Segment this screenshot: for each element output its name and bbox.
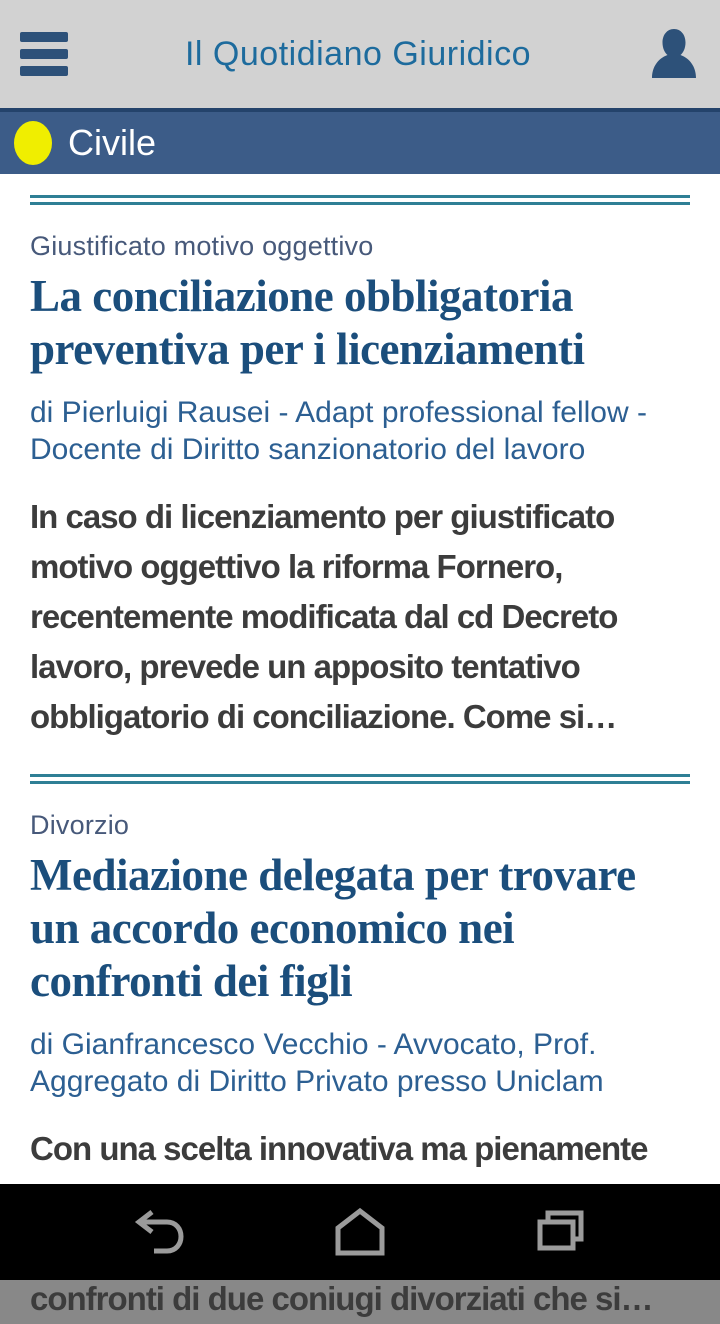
back-icon[interactable] [134, 1208, 186, 1256]
yellow-dot-icon [14, 121, 52, 165]
article-byline: di Gianfrancesco Vecchio - Avvocato, Prof. Aggregato di Diritto Privato presso Uniclam [30, 1028, 604, 1098]
article-separator [30, 195, 690, 205]
home-icon[interactable] [333, 1208, 387, 1256]
hamburger-bar [20, 49, 68, 59]
section-bar[interactable] [0, 108, 720, 174]
android-nav-bar [0, 1184, 720, 1280]
article-separator [30, 774, 690, 784]
app-title: Il Quotidiano Giuridico [184, 34, 531, 73]
article-excerpt: In caso di licenziamento per giustificato motivo oggettivo la riforma Fornero, recentemente modificata dal cd Decreto lavoro, prevede un apposito tentativo obbligatorio di conciliazione. Come si… [30, 498, 618, 735]
article-item[interactable] [30, 231, 690, 742]
hamburger-menu-icon[interactable] [20, 32, 68, 76]
article-excerpt: Con una scelta innovativa ma pienamente confronti di due coniugi divorziati che si… [30, 1130, 653, 1317]
hamburger-bar [20, 66, 68, 76]
section-label: Civile [68, 122, 157, 163]
article-list [0, 195, 720, 1317]
article-byline: di Pierluigi Rausei - Adapt professional fellow - Docente di Diritto sanzionatorio del lavoro [30, 396, 647, 466]
article-category: Divorzio [30, 810, 130, 840]
app-header [0, 0, 720, 108]
article-title: Mediazione delegata per trovare un accordo economico nei confronti dei figli [30, 850, 636, 1006]
article-category: Giustificato motivo oggettivo [30, 231, 374, 261]
recents-icon[interactable] [534, 1208, 586, 1256]
article-title: La conciliazione obbligatoria preventiva per i licenziamenti [30, 271, 585, 374]
hamburger-bar [20, 32, 68, 42]
person-icon[interactable] [648, 25, 700, 83]
